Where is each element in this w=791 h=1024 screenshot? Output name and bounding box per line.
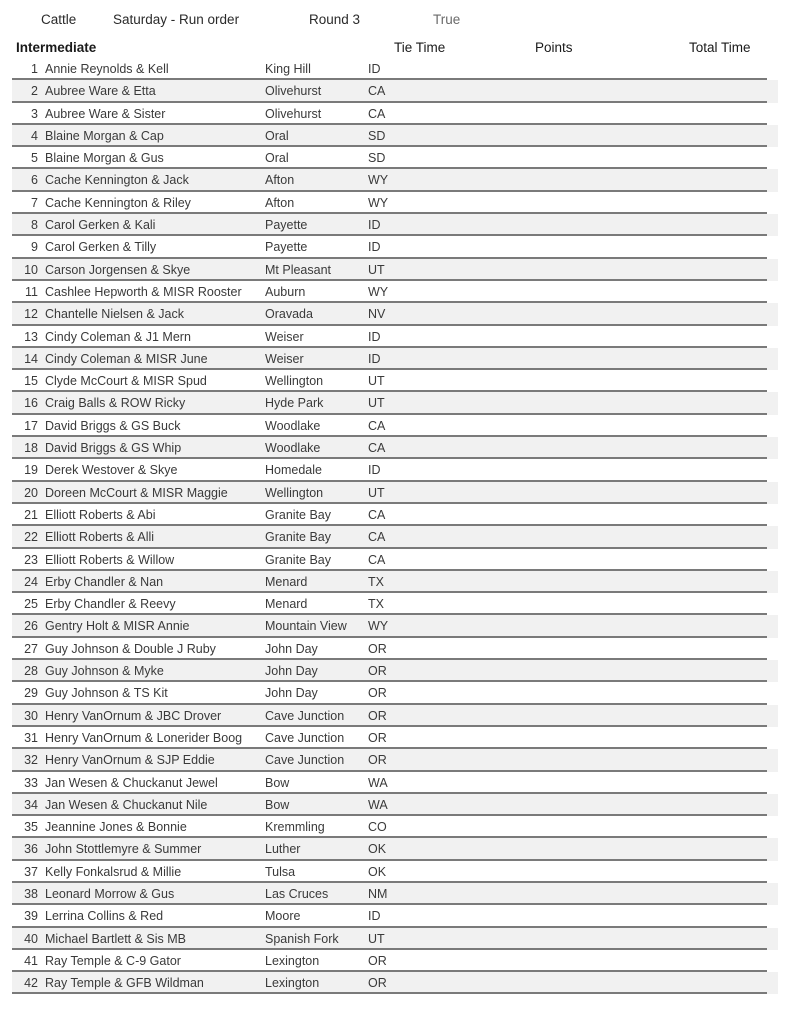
entry-state: OR [368, 753, 387, 768]
entry-row [0, 236, 791, 258]
entry-name: Cindy Coleman & J1 Mern [45, 329, 191, 344]
entry-city: Granite Bay [265, 530, 332, 545]
entry-name: Henry VanOrnum & JBC Drover [45, 708, 222, 723]
column-points: Points [535, 40, 573, 55]
entry-row [0, 147, 791, 169]
entry-name: John Stottlemyre & Summer [45, 842, 202, 857]
entry-row [0, 660, 791, 682]
entry-number: 37 [24, 864, 38, 879]
entry-row [0, 549, 791, 571]
entry-row [0, 415, 791, 437]
entry-name: Michael Bartlett & Sis MB [45, 931, 187, 946]
entry-row [0, 169, 791, 191]
entry-name: Guy Johnson & Myke [45, 664, 164, 679]
entry-number: 24 [24, 574, 38, 589]
entry-city: Olivehurst [265, 84, 322, 99]
entry-number: 36 [24, 842, 38, 857]
entry-row [0, 861, 791, 883]
entry-number: 8 [31, 218, 38, 233]
entry-number: 32 [24, 753, 38, 768]
entry-name: Lerrina Collins & Red [45, 909, 164, 924]
entry-name: Guy Johnson & TS Kit [45, 686, 168, 701]
entry-number: 3 [31, 106, 38, 121]
entry-row [0, 928, 791, 950]
entry-name: Carol Gerken & Kali [45, 218, 156, 233]
round-label: Round 3 [309, 12, 361, 27]
entry-city: Mt Pleasant [265, 262, 332, 277]
entry-list [0, 58, 791, 994]
entry-name: Erby Chandler & Nan [45, 574, 164, 589]
entry-row [0, 682, 791, 704]
entry-city: Granite Bay [265, 552, 332, 567]
entry-state: CA [368, 507, 386, 522]
entry-number: 4 [31, 128, 38, 143]
entry-row [0, 593, 791, 615]
entry-row [0, 972, 791, 994]
entry-number: 26 [24, 619, 38, 634]
entry-number: 31 [24, 730, 38, 745]
entry-city: Menard [265, 597, 308, 612]
entry-name: Annie Reynolds & Kell [45, 62, 169, 76]
entry-city: John Day [265, 641, 318, 656]
entry-number: 39 [24, 909, 38, 924]
entry-row [0, 705, 791, 727]
entry-state: OR [368, 953, 387, 968]
entry-number: 42 [24, 976, 38, 991]
entry-name: Cindy Coleman & MISR June [45, 351, 208, 366]
entry-name: Elliott Roberts & Alli [45, 530, 155, 545]
entry-name: Leonard Morrow & Gus [45, 886, 175, 901]
entry-number: 9 [31, 240, 38, 255]
entry-city: Oral [265, 151, 289, 166]
day-label: Saturday - Run order [113, 12, 240, 27]
entry-number: 34 [24, 797, 38, 812]
entry-state: UT [368, 396, 385, 411]
entry-number: 19 [24, 463, 38, 478]
entry-number: 22 [24, 530, 38, 545]
entry-city: Weiser [265, 351, 304, 366]
entry-row [0, 749, 791, 771]
entry-name: Ray Temple & C-9 Gator [45, 953, 181, 968]
entry-city: Cave Junction [265, 753, 345, 768]
entry-number: 14 [24, 351, 38, 366]
entry-name: Aubree Ware & Etta [45, 84, 156, 99]
entry-city: Oral [265, 128, 289, 143]
entry-row [0, 794, 791, 816]
entry-row [0, 348, 791, 370]
entry-state: CA [368, 106, 386, 121]
flag-label: True [433, 12, 461, 27]
entry-number: 18 [24, 441, 38, 456]
entry-state: UT [368, 262, 385, 277]
entry-state: ID [368, 329, 381, 344]
entry-city: Tulsa [265, 864, 296, 879]
entry-city: Luther [265, 842, 301, 857]
entry-state: OK [368, 842, 387, 857]
entry-state: OR [368, 708, 387, 723]
entry-city: Mountain View [265, 619, 347, 634]
entry-state: OR [368, 686, 387, 701]
event-label: Cattle [41, 12, 77, 27]
entry-state: OR [368, 976, 387, 991]
entry-state: TX [368, 597, 384, 612]
entry-city: Lexington [265, 953, 320, 968]
entry-row [0, 192, 791, 214]
entry-number: 20 [24, 485, 38, 500]
entry-state: OR [368, 664, 387, 679]
entry-name: Cashlee Hepworth & MISR Rooster [45, 284, 242, 299]
entry-state: ID [368, 351, 381, 366]
entry-name: Derek Westover & Skye [45, 463, 178, 478]
entry-number: 1 [31, 62, 38, 76]
entry-row [0, 482, 791, 504]
entry-name: Erby Chandler & Reevy [45, 597, 176, 612]
entry-row [0, 459, 791, 481]
entry-state: UT [368, 485, 385, 500]
entry-name: Guy Johnson & Double J Ruby [45, 641, 216, 656]
column-total-time: Total Time [689, 40, 751, 55]
entry-number: 13 [24, 329, 38, 344]
entry-state: ID [368, 218, 381, 233]
entry-name: Henry VanOrnum & SJP Eddie [45, 753, 215, 768]
entry-row [0, 281, 791, 303]
entry-name: Elliott Roberts & Willow [45, 552, 175, 567]
division-title: Intermediate [16, 40, 97, 55]
entry-number: 2 [31, 84, 38, 99]
entry-number: 21 [24, 507, 38, 522]
entry-name: Carson Jorgensen & Skye [45, 262, 191, 277]
entry-number: 11 [25, 284, 38, 299]
entry-state: OR [368, 641, 387, 656]
entry-number: 27 [24, 641, 38, 656]
entry-state: TX [368, 574, 384, 589]
entry-name: Carol Gerken & Tilly [45, 240, 157, 255]
entry-row [0, 504, 791, 526]
entry-number: 12 [24, 307, 38, 322]
entry-city: Payette [265, 240, 308, 255]
entry-state: CA [368, 441, 386, 456]
entry-row [0, 772, 791, 794]
entry-city: Cave Junction [265, 708, 345, 723]
entry-number: 25 [24, 597, 38, 612]
entry-city: Spanish Fork [265, 931, 339, 946]
entry-state: NV [368, 307, 386, 322]
entry-number: 41 [24, 953, 38, 968]
entry-state: CA [368, 84, 386, 99]
entry-state: CO [368, 820, 387, 835]
entry-number: 6 [31, 173, 38, 188]
entry-row [0, 727, 791, 749]
entry-row [0, 58, 791, 80]
entry-number: 30 [24, 708, 38, 723]
entry-row [0, 437, 791, 459]
entry-number: 29 [24, 686, 38, 701]
entry-name: David Briggs & GS Buck [45, 418, 181, 433]
entry-city: Kremmling [265, 820, 325, 835]
entry-state: ID [368, 62, 381, 76]
entry-row [0, 638, 791, 660]
entry-state: CA [368, 552, 386, 567]
entry-number: 35 [24, 820, 38, 835]
entry-state: OK [368, 864, 387, 879]
entry-city: Moore [265, 909, 301, 924]
entry-state: WY [368, 619, 389, 634]
entry-row [0, 80, 791, 102]
entry-name: Jan Wesen & Chuckanut Jewel [45, 775, 218, 790]
entry-city: Homedale [265, 463, 322, 478]
entry-name: Doreen McCourt & MISR Maggie [45, 485, 228, 500]
entry-state: WY [368, 173, 389, 188]
entry-name: Elliott Roberts & Abi [45, 507, 156, 522]
entry-name: Blaine Morgan & Gus [45, 151, 164, 166]
entry-row [0, 125, 791, 147]
entry-name: Chantelle Nielsen & Jack [45, 307, 184, 322]
entry-name: Blaine Morgan & Cap [45, 128, 164, 143]
entry-row [0, 370, 791, 392]
entry-city: Afton [265, 173, 295, 188]
entry-state: WY [368, 284, 389, 299]
entry-city: Las Cruces [265, 886, 329, 901]
entry-name: Cache Kennington & Riley [45, 195, 191, 210]
entry-row [0, 883, 791, 905]
entry-number: 28 [24, 664, 38, 679]
entry-city: Menard [265, 574, 308, 589]
entry-row [0, 571, 791, 593]
entry-city: Wellington [265, 485, 324, 500]
entry-state: WA [368, 775, 388, 790]
entry-row [0, 950, 791, 972]
entry-row [0, 905, 791, 927]
entry-name: Jeannine Jones & Bonnie [45, 820, 187, 835]
entry-row [0, 615, 791, 637]
entry-number: 7 [31, 195, 38, 210]
entry-number: 40 [24, 931, 38, 946]
entry-row [0, 103, 791, 125]
entry-name: Cache Kennington & Jack [45, 173, 189, 188]
entry-number: 15 [24, 374, 38, 389]
entry-state: NM [368, 886, 388, 901]
entry-city: King Hill [265, 62, 311, 76]
entry-row [0, 259, 791, 281]
entry-state: UT [368, 374, 385, 389]
entry-state: ID [368, 463, 381, 478]
entry-name: Clyde McCourt & MISR Spud [45, 374, 207, 389]
entry-number: 33 [24, 775, 38, 790]
entry-city: Olivehurst [265, 106, 322, 121]
entry-state: UT [368, 931, 385, 946]
entry-city: Bow [265, 797, 290, 812]
entry-city: John Day [265, 664, 318, 679]
entry-state: CA [368, 418, 386, 433]
entry-state: SD [368, 128, 386, 143]
entry-state: WA [368, 797, 388, 812]
entry-name: Kelly Fonkalsrud & Millie [45, 864, 182, 879]
entry-name: Aubree Ware & Sister [45, 106, 166, 121]
entry-state: ID [368, 909, 381, 924]
entry-name: Gentry Holt & MISR Annie [45, 619, 190, 634]
entry-city: Payette [265, 218, 308, 233]
column-tie-time: Tie Time [394, 40, 446, 55]
entry-state: WY [368, 195, 389, 210]
entry-number: 23 [24, 552, 38, 567]
entry-state: CA [368, 530, 386, 545]
entry-city: Lexington [265, 976, 320, 991]
entry-city: Wellington [265, 374, 324, 389]
entry-row [0, 303, 791, 325]
entry-name: Ray Temple & GFB Wildman [45, 976, 204, 991]
entry-city: Granite Bay [265, 507, 332, 522]
entry-city: Afton [265, 195, 295, 210]
entry-city: Bow [265, 775, 290, 790]
entry-city: Woodlake [265, 418, 321, 433]
entry-row [0, 838, 791, 860]
entry-name: Henry VanOrnum & Lonerider Boog [45, 730, 243, 745]
entry-number: 16 [24, 396, 38, 411]
entry-name: David Briggs & GS Whip [45, 441, 182, 456]
entry-number: 17 [24, 418, 38, 433]
entry-city: Oravada [265, 307, 313, 322]
entry-state: SD [368, 151, 386, 166]
entry-row [0, 526, 791, 548]
entry-city: Hyde Park [265, 396, 324, 411]
entry-state: ID [368, 240, 381, 255]
entry-state: OR [368, 730, 387, 745]
entry-number: 38 [24, 886, 38, 901]
entry-row [0, 392, 791, 414]
entry-row [0, 214, 791, 236]
entry-row [0, 326, 791, 348]
entry-city: Auburn [265, 284, 306, 299]
entry-city: Cave Junction [265, 730, 345, 745]
entry-city: Weiser [265, 329, 304, 344]
entry-row [0, 816, 791, 838]
entry-number: 10 [24, 262, 38, 277]
entry-city: Woodlake [265, 441, 321, 456]
entry-name: Jan Wesen & Chuckanut Nile [45, 797, 208, 812]
entry-number: 5 [31, 151, 38, 166]
entry-city: John Day [265, 686, 318, 701]
entry-name: Craig Balls & ROW Ricky [45, 396, 186, 411]
